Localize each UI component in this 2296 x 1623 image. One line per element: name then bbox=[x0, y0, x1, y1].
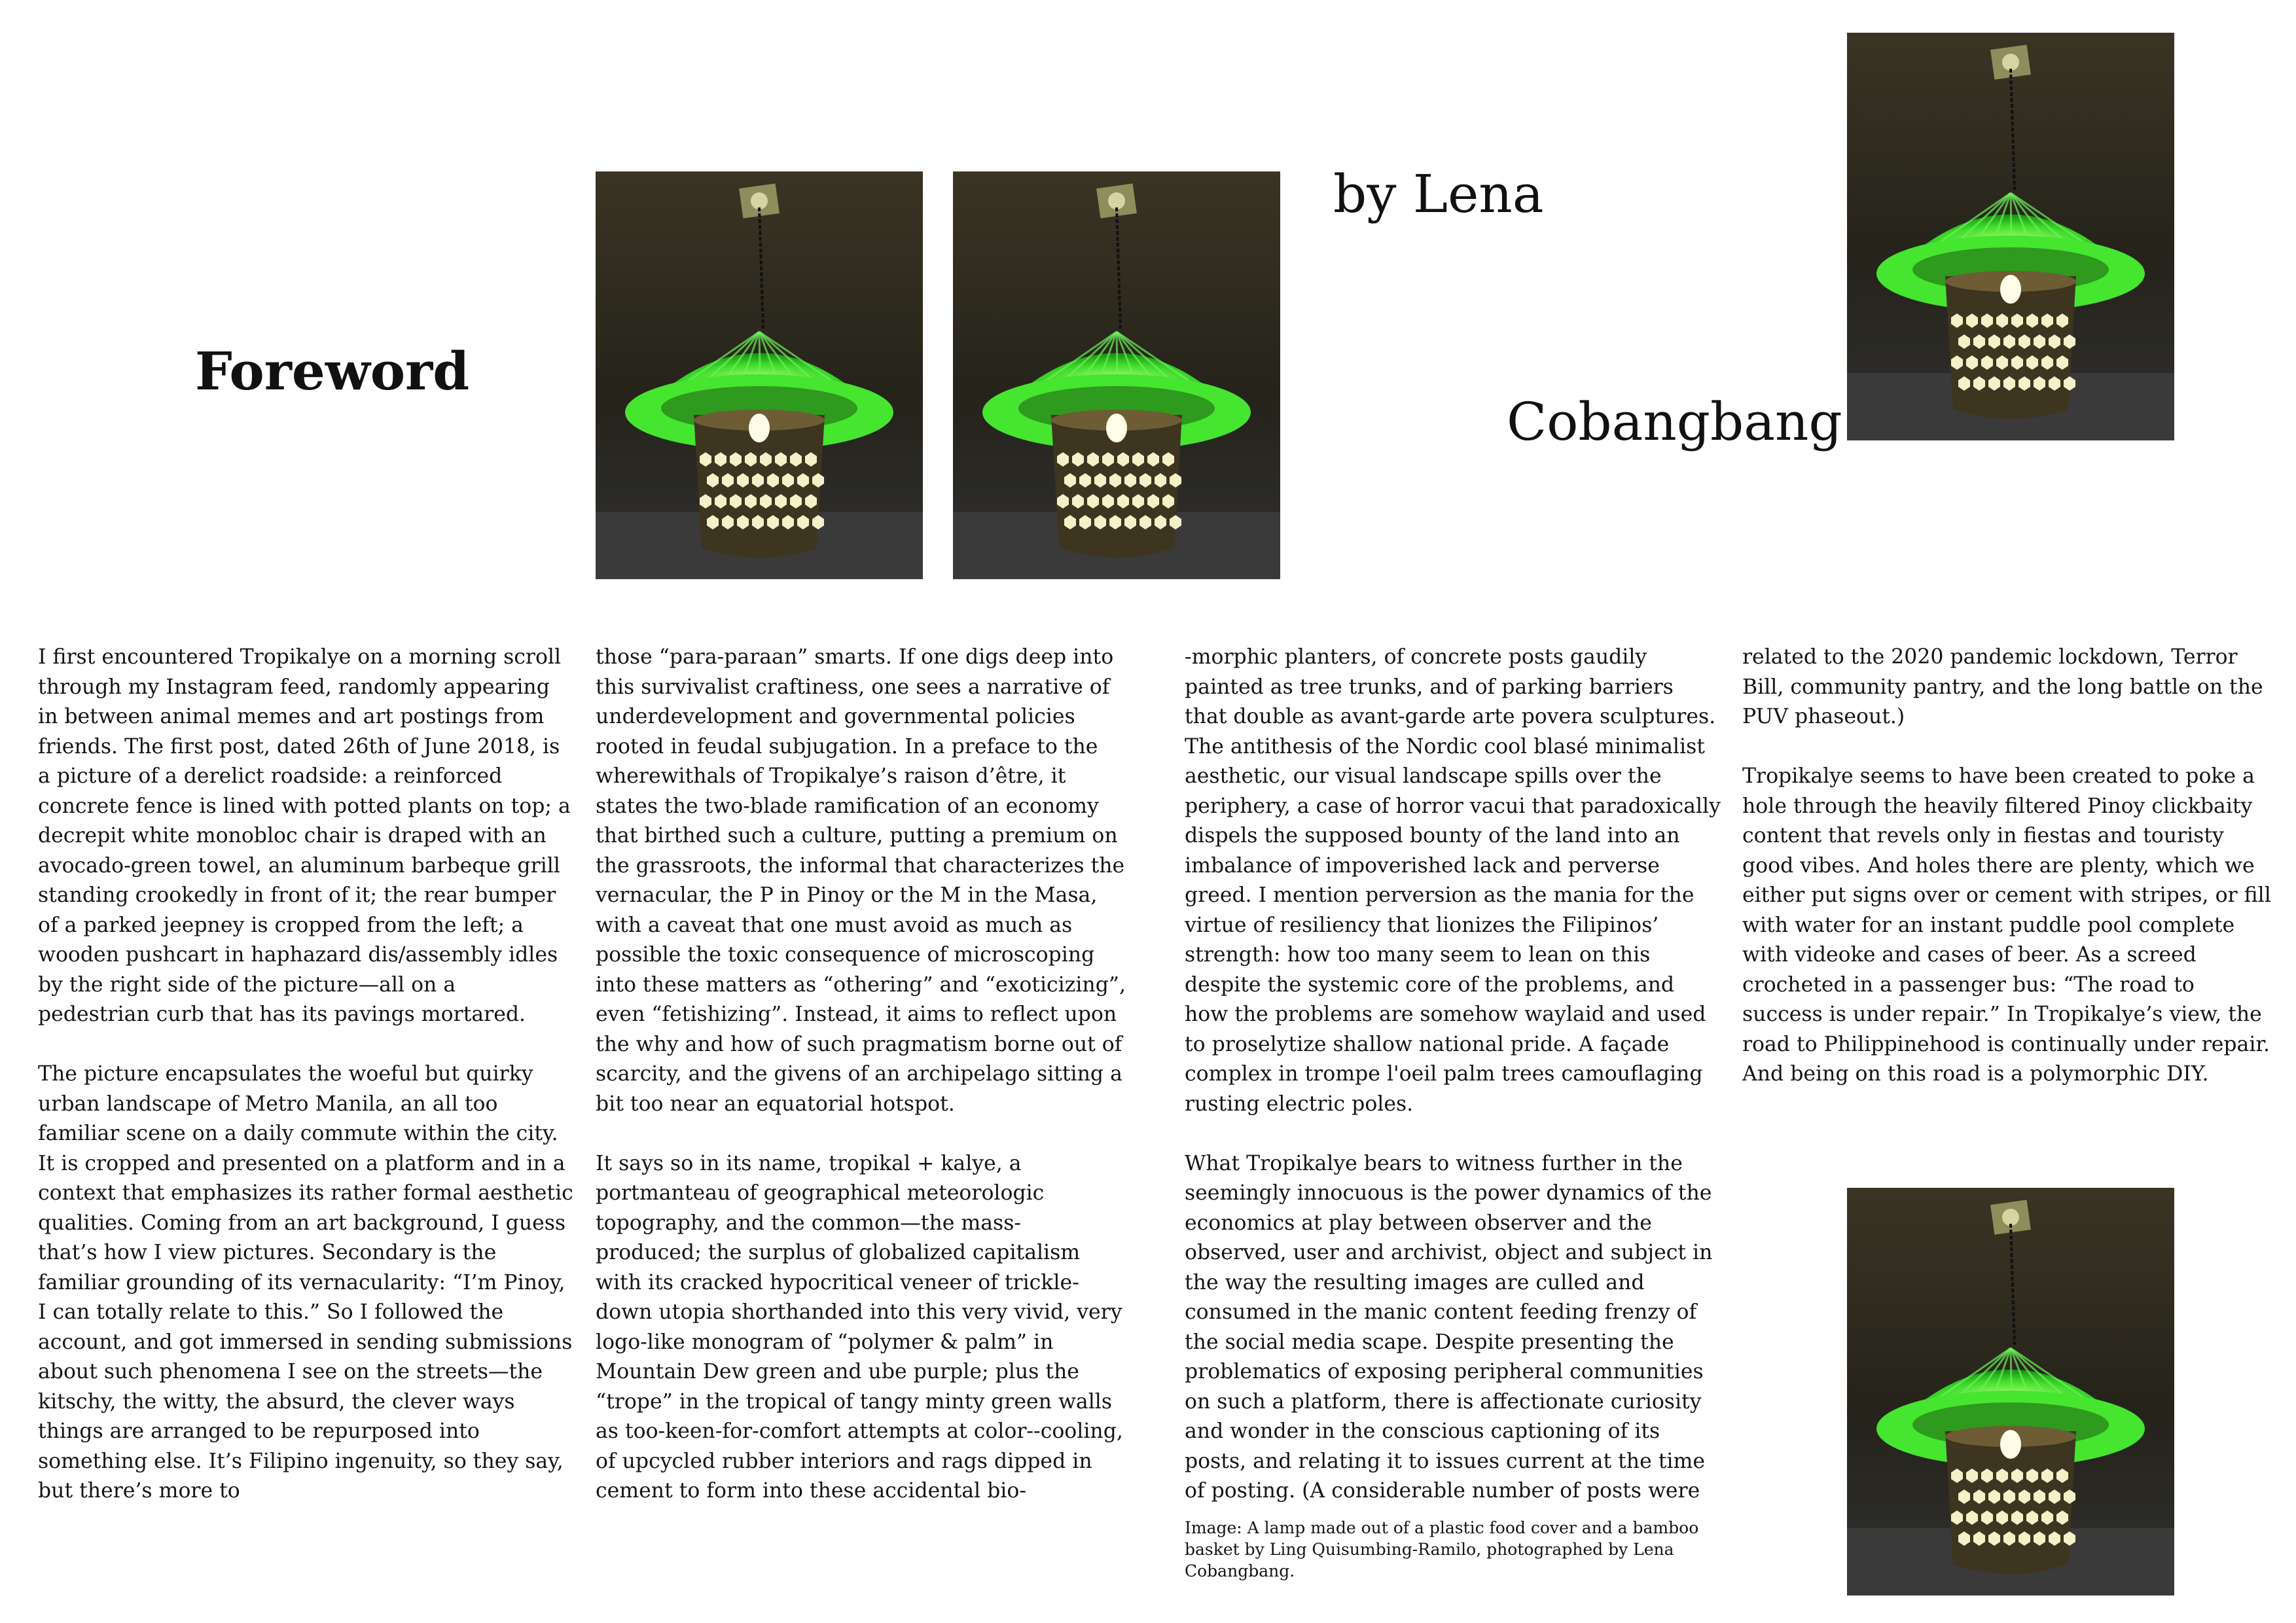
text-column-3 bbox=[1185, 643, 1721, 1536]
text-column-1 bbox=[38, 643, 573, 1536]
paragraph: those “para-paraan” smarts. If one digs deep into this survivalist craftiness, one sees a narrative of underdevelopment and governmental policies rooted in feudal subjugation. In a preface to the wherewithals of Tropikalye’s raison d’être, it states the two-blade ramification of an economy that birthed such a culture, putting a premium on the grassroots, the informal that characterizes the vernacular, the P in Pinoy or the M in the Masa, with a caveat that one must avoid as much as possible the toxic consequence of microscoping into these matters as “othering” and “exoticizing”, even “fetishizing”. Instead, it aims to reflect upon the why and how of such pragmatism borne out of scarcity, and the givens of an archipelago sitting a bit too near an equatorial hotspot. bbox=[596, 645, 1126, 1116]
lamp-photo-1 bbox=[596, 171, 923, 579]
lamp-photo-2 bbox=[953, 171, 1280, 579]
lamp-photo-4 bbox=[1847, 1188, 2174, 1596]
paragraph: The picture encapsulates the woeful but quirky urban landscape of Metro Manila, an all too familiar scene on a daily commute within the city. It is cropped and presented on a platform and in a context that emphasizes its rather formal aesthetic qualities. Coming from an art background, I guess that’s how I view pictures. Secondary is the familiar grounding of its vernacularity: “I’m Pinoy, I can totally relate to this.” So I followed the account, and got immersed in sending submissions about such phenomena I see on the streets—the kitschy, the witty, the absurd, the clever ways things are arranged to be repurposed into something else. It’s Filipino ingenuity, so they say, but there’s more to bbox=[38, 1062, 573, 1503]
paragraph: related to the 2020 pandemic lockdown, Terror Bill, community pantry, and the long battle on the PUV phaseout.) bbox=[1742, 645, 2263, 728]
byline-surname: Cobangbang bbox=[1507, 391, 1842, 452]
page-title: Foreword bbox=[195, 340, 470, 402]
text-column-2 bbox=[596, 643, 1126, 1536]
image-caption: Image: A lamp made out of a plastic food cover and a bamboo basket by Ling Quisumbing-Ramilo, photographed by Lena Cobangbang. bbox=[1185, 1518, 1699, 1580]
paragraph: What Tropikalye bears to witness further in the seemingly innocuous is the power dynamics of the economics at play between observer and the observed, user and archivist, object and subject in the way the resulting images are culled and consumed in the manic content feeding frenzy of the social media scape. Despite presenting the problematics of exposing peripheral communities on such a platform, there is affectionate curiosity and wonder in the conscious captioning of its posts, and relating it to issues current at the time of posting. (A considerable number of posts were bbox=[1185, 1151, 1713, 1503]
paragraph: I first encountered Tropikalye on a morning scroll through my Instagram feed, randomly appearing in between animal memes and art postings from friends. The first post, dated 26th of June 2018, is a picture of a derelict roadside: a reinforced concrete fence is lined with potted plants on top; a decrepit white monobloc chair is draped with an avocado-green towel, an aluminum barbeque grill standing crookedly in front of it; the rear bumper of a parked jeepney is cropped from the left; a wooden pushcart in haphazard dis/assembly idles by the right side of the picture—all on a pedestrian curb that has its pavings mortared. bbox=[38, 645, 571, 1026]
text-column-4 bbox=[1742, 643, 2278, 1119]
paragraph: -morphic planters, of concrete posts gaudily painted as tree trunks, and of parking barriers that double as avant-garde arte povera sculptures. The antithesis of the Nordic cool blasé minimalist aesthetic, our visual landscape spills over the periphery, a case of horror vacui that paradoxically dispels the supposed bounty of the land into an imbalance of impoverished lack and perverse greed. I mention perversion as the mania for the virtue of resiliency that lionizes the Filipinos’ strength: how too many seem to lean on this despite the systemic core of the problems, and how the problems are somehow waylaid and used to proselytize shallow national pride. A façade complex in trompe l'oeil palm trees camouflaging rusting electric poles. bbox=[1185, 645, 1721, 1116]
paragraph: Tropikalye seems to have been created to poke a hole through the heavily filtered Pinoy clickbaity content that revels only in fiestas and touristy good vibes. And holes there are plenty, which we either put signs over or cement with stripes, or fill with water for an instant puddle pool complete with videoke and cases of beer. As a screed crocheted in a passenger bus: “The road to success is under repair.” In Tropikalye’s view, the road to Philippinehood is continually under repair. And being on this road is a polymorphic DIY. bbox=[1742, 764, 2271, 1086]
paragraph: It says so in its name, tropikal + kalye, a portmanteau of geographical meteorologic topography, and the common—the mass-produced; the surplus of globalized capitalism with its cracked hypocritical veneer of trickle-down utopia shorthanded into this very vivid, very logo-like monogram of “polymer & palm” in Mountain Dew green and ube purple; plus the “trope” in the tropical of tangy minty green walls as too-keen-for-comfort attempts at color--cooling, of upcycled rubber interiors and rags dipped in cement to form into these accidental bio- bbox=[596, 1151, 1123, 1503]
byline-prefix: by Lena bbox=[1333, 164, 1544, 224]
lamp-photo-3 bbox=[1847, 33, 2174, 440]
